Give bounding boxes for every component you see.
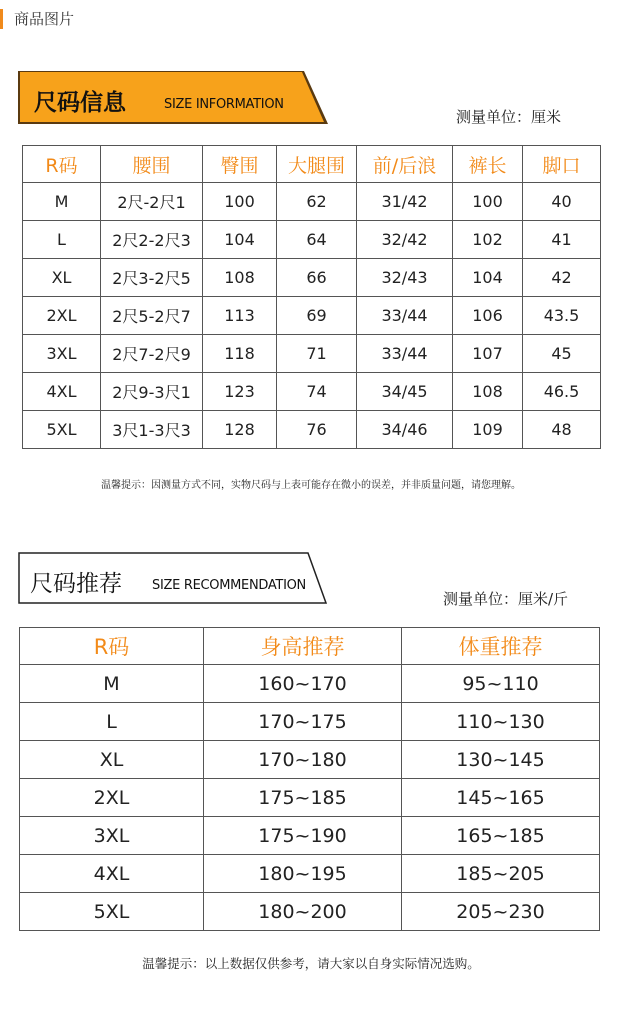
table-cell: 109: [453, 411, 523, 449]
table-row: [20, 779, 600, 817]
table-cell: 3XL: [20, 817, 204, 855]
table-cell: 123: [203, 373, 277, 411]
table-cell: 62: [277, 183, 357, 221]
table-cell: 2尺3-2尺5: [101, 259, 203, 297]
column-header: 体重推荐: [402, 628, 600, 665]
table-cell: 41: [523, 221, 601, 259]
table-cell: 40: [523, 183, 601, 221]
section-title: 商品图片: [14, 10, 75, 28]
table-cell: 4XL: [20, 855, 204, 893]
size-info-unit: 测量单位：厘米: [456, 108, 562, 126]
table-row: [20, 893, 600, 931]
table-cell: 5XL: [23, 411, 101, 449]
table-cell: 31/42: [357, 183, 453, 221]
size-info-table: [22, 145, 601, 449]
table-cell: 33/44: [357, 297, 453, 335]
table-cell: 76: [277, 411, 357, 449]
table-cell: 100: [203, 183, 277, 221]
table-cell: 113: [203, 297, 277, 335]
size-rec-title-en: SIZE RECOMMENDATION: [152, 578, 306, 593]
table-row: [23, 297, 601, 335]
table-cell: 170~175: [204, 703, 402, 741]
size-info-banner: [18, 71, 330, 125]
table-cell: 71: [277, 335, 357, 373]
table-cell: L: [20, 703, 204, 741]
table-cell: 2XL: [20, 779, 204, 817]
table-cell: 180~195: [204, 855, 402, 893]
table-cell: 95~110: [402, 665, 600, 703]
table-cell: 107: [453, 335, 523, 373]
table-cell: 74: [277, 373, 357, 411]
size-rec-banner: [18, 552, 330, 606]
table-row: [23, 373, 601, 411]
table-cell: 104: [203, 221, 277, 259]
table-cell: 118: [203, 335, 277, 373]
table-cell: 108: [203, 259, 277, 297]
table-cell: 180~200: [204, 893, 402, 931]
table-cell: 160~170: [204, 665, 402, 703]
table-cell: 2XL: [23, 297, 101, 335]
table-cell: 104: [453, 259, 523, 297]
column-header: R码: [23, 146, 101, 183]
table-cell: 170~180: [204, 741, 402, 779]
size-info-title-en: SIZE INFORMATION: [164, 97, 284, 112]
table-cell: 66: [277, 259, 357, 297]
table-row: [23, 335, 601, 373]
table-cell: 145~165: [402, 779, 600, 817]
table-cell: 2尺9-3尺1: [101, 373, 203, 411]
table-cell: 64: [277, 221, 357, 259]
table-cell: 69: [277, 297, 357, 335]
table-cell: 205~230: [402, 893, 600, 931]
table-row: [23, 411, 601, 449]
table-cell: 100: [453, 183, 523, 221]
table-cell: XL: [20, 741, 204, 779]
table-cell: 4XL: [23, 373, 101, 411]
table-cell: 34/46: [357, 411, 453, 449]
table-cell: 3尺1-3尺3: [101, 411, 203, 449]
column-header: 身高推荐: [204, 628, 402, 665]
size-rec-note: 温馨提示：以上数据仅供参考，请大家以自身实际情况选购。: [142, 956, 480, 971]
table-cell: 46.5: [523, 373, 601, 411]
table-cell: 106: [453, 297, 523, 335]
table-row: [20, 665, 600, 703]
column-header: 前/后浪: [357, 146, 453, 183]
table-cell: 108: [453, 373, 523, 411]
column-header: 脚口: [523, 146, 601, 183]
table-cell: 48: [523, 411, 601, 449]
table-cell: 2尺2-2尺3: [101, 221, 203, 259]
table-cell: 102: [453, 221, 523, 259]
table-row: [20, 855, 600, 893]
size-rec-header-row: [20, 628, 600, 665]
column-header: 腰围: [101, 146, 203, 183]
size-info-header-row: [23, 146, 601, 183]
table-cell: 42: [523, 259, 601, 297]
title-accent-bar: [0, 9, 3, 29]
table-row: [20, 741, 600, 779]
table-cell: L: [23, 221, 101, 259]
table-cell: 130~145: [402, 741, 600, 779]
table-cell: 32/42: [357, 221, 453, 259]
size-info-title-cn: 尺码信息: [34, 90, 126, 116]
column-header: 裤长: [453, 146, 523, 183]
table-cell: M: [20, 665, 204, 703]
table-cell: 43.5: [523, 297, 601, 335]
column-header: 大腿围: [277, 146, 357, 183]
table-cell: 3XL: [23, 335, 101, 373]
table-row: [23, 221, 601, 259]
table-cell: 128: [203, 411, 277, 449]
table-cell: 45: [523, 335, 601, 373]
table-cell: 165~185: [402, 817, 600, 855]
top-bar: [0, 0, 622, 38]
size-rec-title-cn: 尺码推荐: [30, 571, 122, 597]
table-cell: 110~130: [402, 703, 600, 741]
table-cell: M: [23, 183, 101, 221]
table-cell: 2尺-2尺1: [101, 183, 203, 221]
column-header: 臀围: [203, 146, 277, 183]
table-row: [20, 817, 600, 855]
table-cell: 2尺5-2尺7: [101, 297, 203, 335]
table-cell: 34/45: [357, 373, 453, 411]
column-header: R码: [20, 628, 204, 665]
table-cell: XL: [23, 259, 101, 297]
size-info-note: 温馨提示：因测量方式不同，实物尺码与上表可能存在微小的误差，并非质量问题，请您理解。: [101, 480, 521, 491]
table-cell: 175~190: [204, 817, 402, 855]
table-cell: 175~185: [204, 779, 402, 817]
table-cell: 5XL: [20, 893, 204, 931]
table-cell: 32/43: [357, 259, 453, 297]
table-row: [23, 183, 601, 221]
size-rec-unit: 测量单位：厘米/斤: [443, 590, 569, 608]
size-rec-table: [19, 627, 600, 931]
table-cell: 2尺7-2尺9: [101, 335, 203, 373]
table-cell: 33/44: [357, 335, 453, 373]
table-row: [23, 259, 601, 297]
table-row: [20, 703, 600, 741]
table-cell: 185~205: [402, 855, 600, 893]
